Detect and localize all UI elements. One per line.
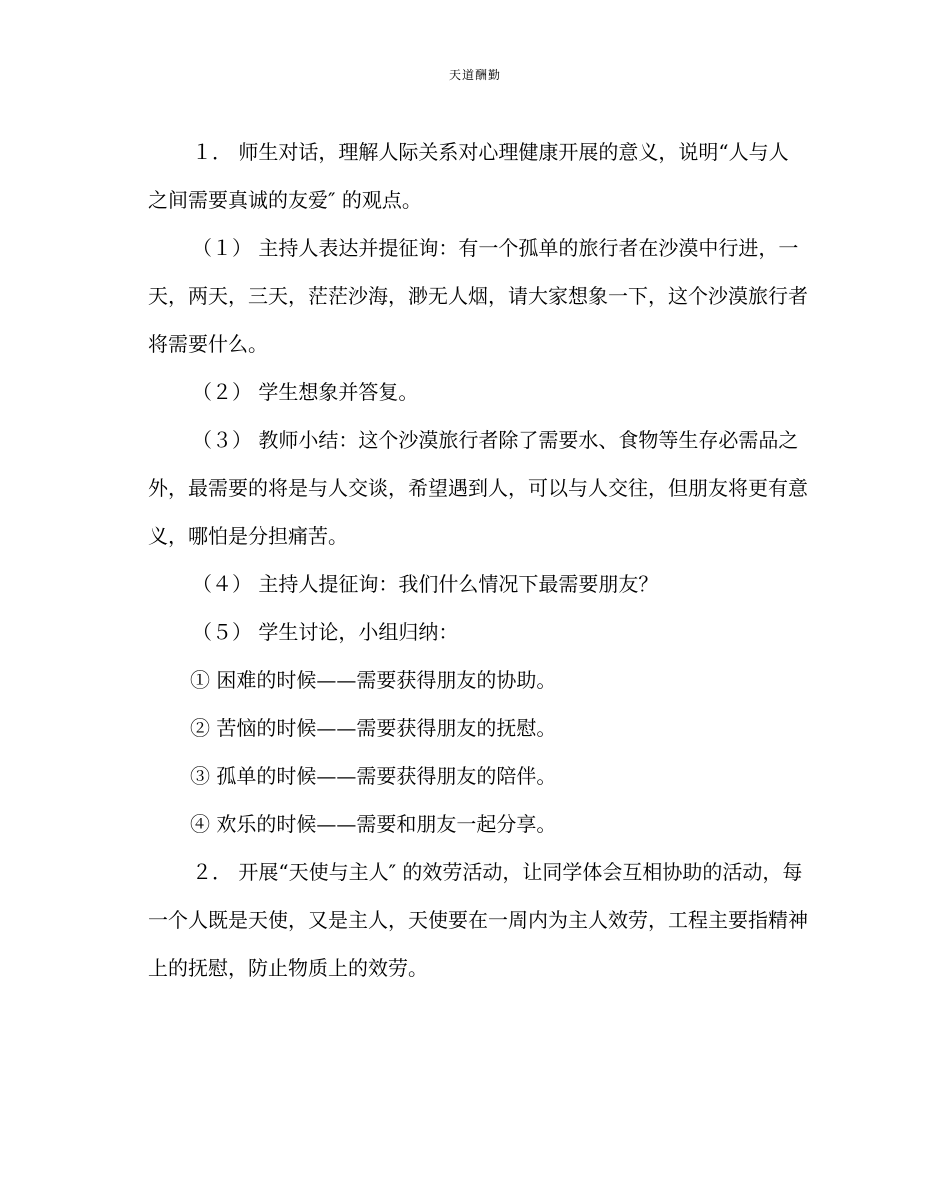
document-body	[148, 128, 808, 992]
paragraph-student-answer: （２） 学生想象并答复。	[192, 380, 419, 404]
paragraph-dialogue: １． 师生对话，理解人际关系对心理健康开展的意义，说明“人与人之间需要真诚的友爱″ 的观点。	[148, 140, 789, 212]
list-item: ④ 欢乐的时候——需要和朋友一起分享。	[190, 812, 557, 836]
paragraph-host-question-2: （４） 主持人提征询：我们什么情况下最需要朋友？	[192, 572, 659, 596]
paragraph-group-discussion: （５） 学生讨论，小组归纳：	[192, 620, 459, 644]
paragraph-angel-activity: ２． 开展“天使与主人″ 的效劳活动，让同学体会互相协助的活动，每一个人既是天使，又是主人，天使要在一周内为主人效劳，工程主要指精神上的抚慰，防止物质上的效劳。	[148, 860, 808, 980]
list-item: ① 困难的时候——需要获得朋友的协助。	[190, 668, 557, 692]
paragraph-teacher-summary: （３） 教师小结：这个沙漠旅行者除了需要水、食物等生存必需品之外，最需要的将是与人交谈，希望遇到人，可以与人交往，但朋友将更有意义，哪怕是分担痛苦。	[148, 428, 808, 548]
list-item: ② 苦恼的时候——需要获得朋友的抚慰。	[190, 716, 557, 740]
list-item: ③ 孤单的时候——需要获得朋友的陪伴。	[190, 764, 557, 788]
page-header: 天道酬勤	[448, 68, 501, 82]
paragraph-host-question-1: （１） 主持人表达并提征询：有一个孤单的旅行者在沙漠中行进，一天，两天，三天，茫茫沙海，渺无人烟，请大家想象一下，这个沙漠旅行者将需要什么。	[148, 236, 808, 356]
